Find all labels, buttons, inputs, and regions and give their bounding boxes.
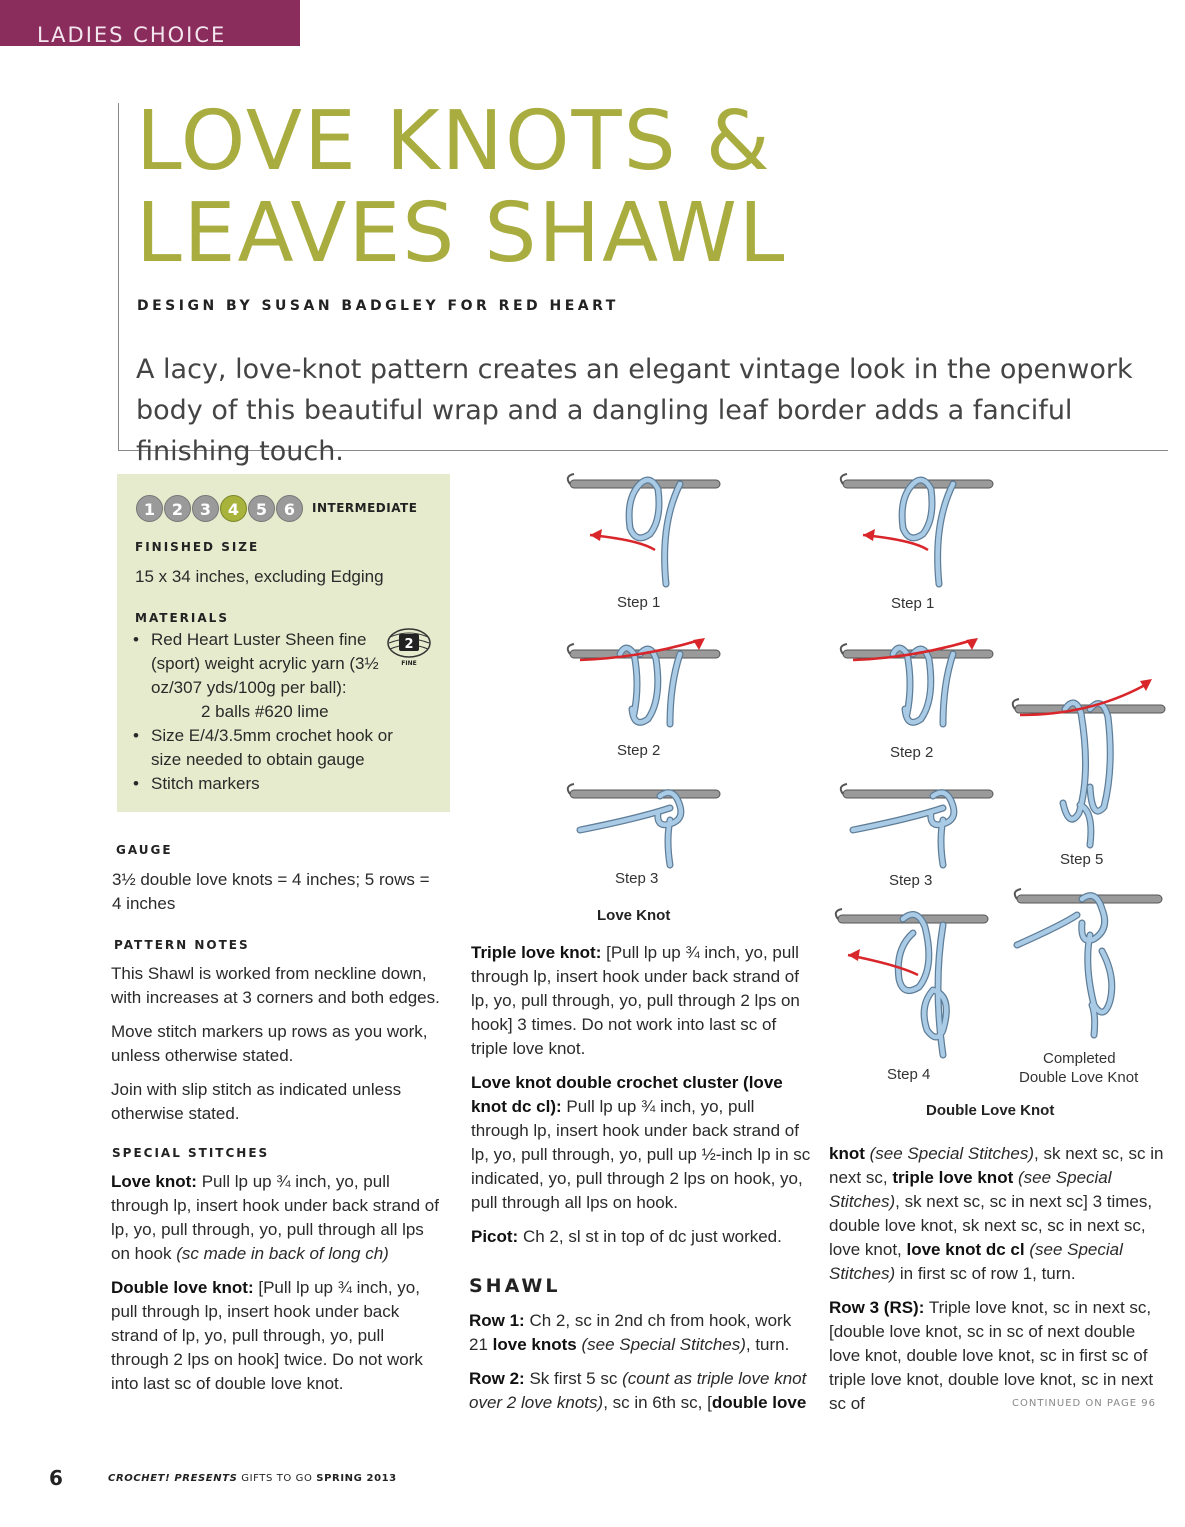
materials-item-markers: • Stitch markers bbox=[133, 772, 393, 796]
gauge-heading: GAUGE bbox=[116, 843, 173, 857]
double-knot-step-2-illustration bbox=[833, 630, 1013, 745]
row-3: Row 3 (RS): Triple love knot, sc in next sc, [double love knot, sc in sc of next double love knot, double love knot, sc in first sc of triple love knot, double love knot, sc in next sc of bbox=[829, 1298, 1154, 1413]
row-2-continued: knot (see Special Stitches), sk next sc, sc in next sc, triple love knot (see Special Stitches), sk next sc, sc in next sc] 3 times, double love knot, sk next sc, sc in next sc, love knot, love knot dc cl (see Special Stitches) in first sc of row 1, turn. bbox=[829, 1144, 1164, 1283]
finished-size-text: 15 x 34 inches, excluding Edging bbox=[135, 567, 384, 586]
completed-caption-line-1: Completed bbox=[1043, 1050, 1116, 1067]
section-tab: LADIES CHOICE bbox=[0, 0, 300, 46]
materials-item-yarn-qty: 2 balls #620 lime bbox=[201, 702, 329, 721]
pattern-note-3: Join with slip stitch as indicated unless otherwise stated. bbox=[111, 1080, 402, 1123]
love-knot-step-2-illustration bbox=[560, 630, 740, 745]
special-stitches-col1 bbox=[111, 1170, 446, 1406]
love-knot-diagram-title: Love Knot bbox=[597, 907, 671, 924]
pattern-note-1: This Shawl is worked from neckline down, with increases at 3 corners and both edges. bbox=[111, 964, 440, 1007]
double-knot-step-5-illustration bbox=[1010, 665, 1170, 850]
love-knot-step-1-illustration bbox=[560, 470, 740, 595]
row-2: Row 2: Sk first 5 sc (count as triple love knot over 2 love knots), sc in 6th sc, [double love bbox=[469, 1369, 807, 1412]
double-knot-step-3-caption: Step 3 bbox=[889, 872, 933, 889]
special-stitches-heading: SPECIAL STITCHES bbox=[112, 1146, 270, 1160]
double-knot-step-1-caption: Step 1 bbox=[891, 595, 935, 612]
double-knot-step-5-caption: Step 5 bbox=[1060, 851, 1104, 868]
completed-double-knot-illustration bbox=[1012, 885, 1167, 1045]
materials-heading: MATERIALS bbox=[135, 611, 229, 625]
double-knot-step-2-caption: Step 2 bbox=[890, 744, 934, 761]
gauge-text: 3½ double love knots = 4 inches; 5 rows = 4 inches bbox=[112, 870, 430, 913]
double-knot-step-4-illustration bbox=[833, 905, 1013, 1065]
pattern-notes bbox=[111, 962, 441, 1136]
materials-list bbox=[133, 628, 393, 796]
love-knot-step-3-illustration bbox=[560, 780, 740, 870]
double-love-knot-diagram-title: Double Love Knot bbox=[926, 1102, 1055, 1119]
level-dot-4: 4 bbox=[220, 495, 247, 522]
level-dot-3: 3 bbox=[192, 495, 219, 522]
double-knot-step-4-caption: Step 4 bbox=[887, 1066, 931, 1083]
level-dot-5: 5 bbox=[248, 495, 275, 522]
yarn-weight-number: 2 bbox=[404, 637, 414, 652]
shawl-instructions-col2 bbox=[469, 1309, 809, 1425]
yarn-weight-label: FINE bbox=[401, 660, 417, 667]
triple-love-knot-definition: Triple love knot: [Pull lp up ¾ inch, yo, pull through lp, insert hook under back strand of lp, yo, pull through, yo, pull through 2 lps on hook] 3 times. Do not work into last sc of triple love knot. bbox=[471, 943, 800, 1058]
special-stitches-col2 bbox=[471, 941, 811, 1259]
page-number: 6 bbox=[49, 1466, 63, 1490]
pattern-notes-heading: PATTERN NOTES bbox=[114, 938, 250, 952]
love-knot-step-3-caption: Step 3 bbox=[615, 870, 659, 887]
double-knot-step-1-illustration bbox=[833, 470, 1013, 595]
level-dot-2: 2 bbox=[164, 495, 191, 522]
picot-definition: Picot: Ch 2, sl st in top of dc just worked. bbox=[471, 1227, 782, 1246]
materials-item-hook: • Size E/4/3.5mm crochet hook or size needed to obtain gauge bbox=[133, 724, 393, 772]
double-love-knot-definition: Double love knot: [Pull lp up ¾ inch, yo, pull through lp, insert hook under back strand of lp, yo, pull through, yo, pull through 2 lps on hook] twice. Do not work into last sc of double love knot. bbox=[111, 1278, 423, 1393]
love-knot-definition: Love knot: Pull lp up ¾ inch, yo, pull through lp, insert hook under back strand of lp, yo, pull through, yo, pull through all lps on hook (sc made in back of long ch) bbox=[111, 1172, 439, 1263]
finished-size-heading: FINISHED SIZE bbox=[135, 540, 260, 554]
continued-note: CONTINUED ON PAGE 96 bbox=[1012, 1398, 1156, 1409]
page-title: LOVE KNOTS & LEAVES SHAWL bbox=[136, 94, 787, 281]
level-dot-1: 1 bbox=[136, 495, 163, 522]
yarn-skein-icon bbox=[386, 627, 432, 667]
cluster-definition: Love knot double crochet cluster (love knot dc cl): Pull lp up ¾ inch, yo, pull through lp, insert hook under back strand of lp, yo, pull through, yo, pull up ½-inch lp in sc indicated, yo, pull through 2 lps on hook, yo, pull through all lps on hook. bbox=[471, 1073, 811, 1212]
double-knot-step-3-illustration bbox=[833, 780, 1013, 870]
shawl-instructions-col3 bbox=[829, 1142, 1164, 1426]
intro-text: A lacy, love-knot pattern creates an elegant vintage look in the openwork body of this beautiful wrap and a dangling leaf border adds a fanciful finishing touch. bbox=[136, 354, 1133, 467]
pattern-note-2: Move stitch markers up rows as you work, unless otherwise stated. bbox=[111, 1022, 428, 1065]
footer-publication: CROCHET! PRESENTS GIFTS TO GO SPRING 2013 bbox=[108, 1473, 397, 1484]
level-dot-6: 6 bbox=[276, 495, 303, 522]
love-knot-step-2-caption: Step 2 bbox=[617, 742, 661, 759]
row-1: Row 1: Ch 2, sc in 2nd ch from hook, work 21 love knots (see Special Stitches), turn. bbox=[469, 1311, 792, 1354]
byline: DESIGN BY SUSAN BADGLEY FOR RED HEART bbox=[137, 298, 619, 314]
skill-level-label: INTERMEDIATE bbox=[312, 501, 418, 515]
completed-caption-line-2: Double Love Knot bbox=[1019, 1069, 1139, 1086]
materials-item-yarn: • Red Heart Luster Sheen fine (sport) weight acrylic yarn (3½ oz/307 yds/100g per ball): 2 balls #620 lime bbox=[133, 628, 393, 724]
love-knot-step-1-caption: Step 1 bbox=[617, 594, 661, 611]
shawl-heading: SHAWL bbox=[469, 1275, 561, 1297]
